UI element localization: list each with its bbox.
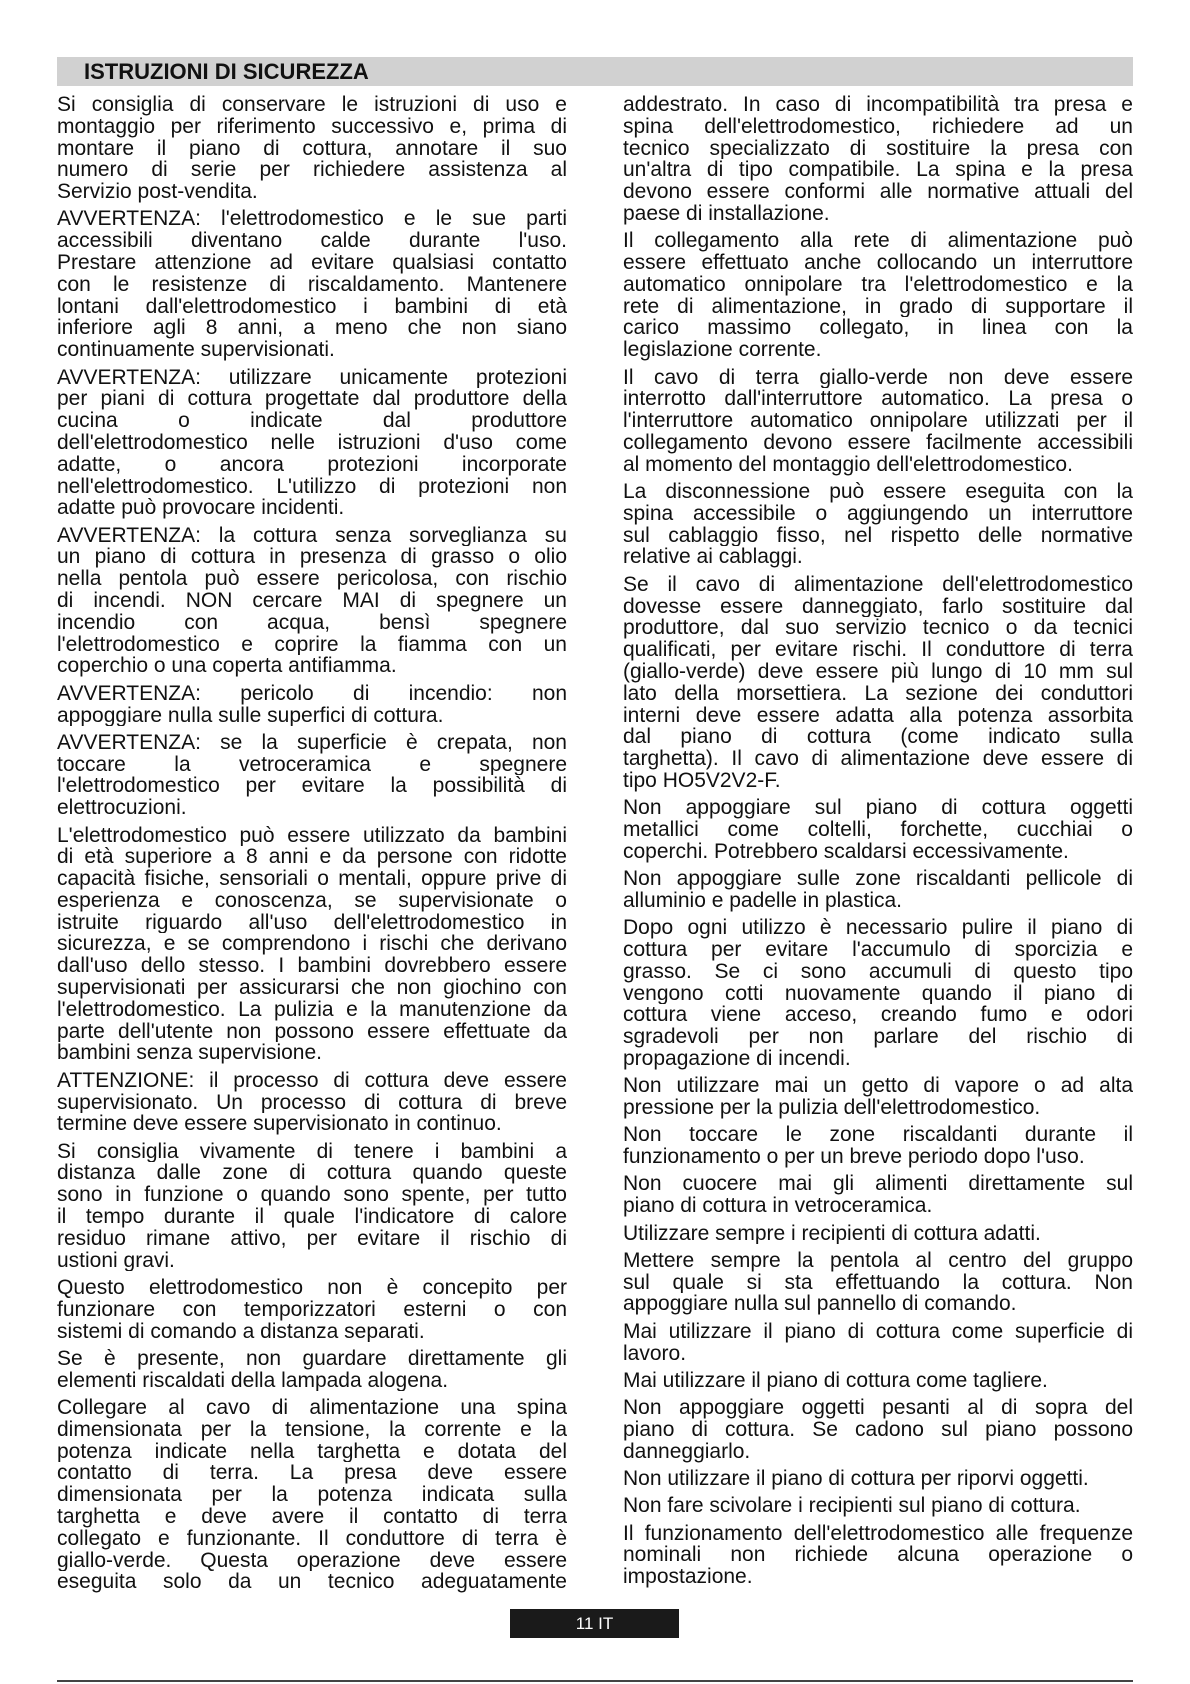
text-line: spina accessibile o aggiungendo un interruttore bbox=[623, 502, 1133, 525]
text-line: propagazione di incendi. bbox=[623, 1047, 851, 1070]
text-line: di età superiore a 8 anni e da persone con ridotte bbox=[57, 846, 567, 869]
paragraph bbox=[57, 825, 567, 1065]
text-line: l'elettrodomestico e coprire la fiamma con un bbox=[57, 633, 567, 656]
text-line: supervisionati per assicurarsi che non giochino con bbox=[57, 977, 567, 999]
paragraph bbox=[57, 1348, 567, 1392]
text-line: Non appoggiare oggetti pesanti al di sopra del bbox=[623, 1397, 1133, 1419]
text-line: montare il piano di cottura, annotare il suo bbox=[57, 137, 567, 160]
text-line: capacità fisiche, sensoriali o mentali, oppure prive di bbox=[57, 868, 567, 890]
text-line: devono essere conformi alle normative attuali del bbox=[623, 181, 1133, 203]
text-line: eseguita solo da un tecnico adeguatamente bbox=[57, 1571, 567, 1594]
text-line: dall'uso dello stesso. I bambini dovrebbero essere bbox=[57, 955, 567, 978]
text-line: lontani dall'elettrodomestico i bambini di età bbox=[57, 295, 567, 318]
text-line: nella pentola può essere pericolosa, con rischio bbox=[57, 568, 567, 591]
text-line: adatte può provocare incidenti. bbox=[57, 497, 345, 520]
paragraph bbox=[623, 481, 1133, 568]
paragraph bbox=[623, 1370, 1133, 1392]
text-line: Utilizzare sempre i recipienti di cottura adatti. bbox=[623, 1222, 1041, 1245]
text-line: Il cavo di terra giallo-verde non deve essere bbox=[623, 366, 1133, 389]
text-line: coperchio o una coperta antifiamma. bbox=[57, 655, 397, 678]
text-line: carico massimo collegato, in linea con la bbox=[623, 317, 1133, 340]
text-line: pressione per la pulizia dell'elettrodomestico. bbox=[623, 1097, 1041, 1119]
paragraph bbox=[623, 94, 1133, 225]
text-line: Se il cavo di alimentazione dell'elettrodomestico bbox=[623, 573, 1133, 596]
text-line: sgradevoli per non parlare del rischio di bbox=[623, 1026, 1133, 1048]
text-line: targhetta e deve avere il contatto di terra bbox=[57, 1505, 567, 1528]
text-line: AVVERTENZA: utilizzare unicamente protezioni bbox=[57, 366, 567, 389]
text-line: Si consiglia vivamente di tenere i bambini a bbox=[57, 1140, 567, 1163]
text-line: sul quale si sta effettuando la cottura. Non bbox=[623, 1271, 1133, 1294]
text-line: L'elettrodomestico può essere utilizzato da bambini bbox=[57, 824, 567, 847]
text-line: funzionamento o per un breve periodo dopo l'uso. bbox=[623, 1146, 1085, 1168]
text-line: un piano di cottura in presenza di grasso o olio bbox=[57, 546, 567, 569]
text-line: sicurezza, e se comprendono i rischi che derivano bbox=[57, 933, 567, 956]
text-line: spina dell'elettrodomestico, richiedere ad un bbox=[623, 115, 1133, 138]
text-line: automatico onnipolare tra l'elettrodomestico e la bbox=[623, 273, 1133, 296]
text-line: collegamento devono essere facilmente accessibili bbox=[623, 431, 1133, 454]
text-line: giallo-verde. Questa operazione deve essere bbox=[57, 1549, 567, 1572]
text-line: incendio con acqua, bensì spegnere bbox=[57, 611, 567, 634]
paragraph bbox=[57, 1277, 567, 1342]
paragraph bbox=[57, 732, 567, 819]
text-line: La disconnessione può essere eseguita con la bbox=[623, 481, 1133, 503]
paragraph bbox=[623, 230, 1133, 361]
text-line: collegato e funzionante. Il conduttore di terra è bbox=[57, 1527, 567, 1550]
text-line: appoggiare nulla sulle superfici di cottura. bbox=[57, 704, 444, 727]
text-line: sistemi di comando a distanza separati. bbox=[57, 1320, 425, 1343]
paragraph bbox=[623, 1397, 1133, 1462]
text-line: l'elettrodomestico per evitare la possibilità di bbox=[57, 775, 567, 798]
text-line: grasso. Se ci sono accumuli di questo tipo bbox=[623, 960, 1133, 983]
text-line: piano di cottura. Se cadono sul piano possono bbox=[623, 1418, 1133, 1441]
text-line: elettrocuzioni. bbox=[57, 797, 187, 819]
text-line: paese di installazione. bbox=[623, 202, 830, 225]
text-line: AVVERTENZA: se la superficie è crepata, non bbox=[57, 731, 567, 754]
text-line: alluminio e padelle in plastica. bbox=[623, 889, 902, 912]
text-line: Questo elettrodomestico non è concepito per bbox=[57, 1276, 567, 1299]
text-line: cucina o indicate dal produttore bbox=[57, 410, 567, 432]
paragraph bbox=[623, 797, 1133, 862]
text-line: per piani di cottura progettate dal produttore della bbox=[57, 388, 567, 411]
text-line: interni deve essere adatta alla potenza assorbita bbox=[623, 704, 1133, 727]
text-line: un'altra di tipo compatibile. La spina e la presa bbox=[623, 159, 1133, 182]
paragraph bbox=[623, 917, 1133, 1070]
text-line: il tempo durante il quale l'indicatore di calore bbox=[57, 1206, 567, 1228]
text-line: nell'elettrodomestico. L'utilizzo di protezioni non bbox=[57, 475, 567, 498]
text-line: vengono cotti nuovamente quando il piano di bbox=[623, 982, 1133, 1005]
text-line: addestrato. In caso di incompatibilità tra presa e bbox=[623, 94, 1133, 116]
footer-rule bbox=[57, 1680, 1133, 1682]
text-line: funzionare con temporizzatori esterni o con bbox=[57, 1298, 567, 1321]
text-line: Il collegamento alla rete di alimentazione può bbox=[623, 230, 1133, 253]
paragraph bbox=[623, 1321, 1133, 1365]
paragraph bbox=[623, 1173, 1133, 1217]
text-line: esperienza e conoscenza, se supervisionate o bbox=[57, 889, 567, 912]
text-line: sono in funzione o quando sono spente, per tutto bbox=[57, 1184, 567, 1207]
text-line: Mai utilizzare il piano di cottura come superficie di bbox=[623, 1320, 1133, 1343]
text-line: AVVERTENZA: pericolo di incendio: non bbox=[57, 682, 567, 705]
text-line: AVVERTENZA: la cottura senza sorveglianza su bbox=[57, 524, 567, 547]
text-line: essere effettuato anche collocando un interruttore bbox=[623, 252, 1133, 274]
text-line: supervisionato. Un processo di cottura di breve bbox=[57, 1091, 567, 1114]
text-line: relative ai cablaggi. bbox=[623, 546, 803, 569]
paragraph bbox=[623, 1075, 1133, 1119]
text-line: nominali non richiede alcuna operazione o bbox=[623, 1544, 1133, 1567]
left-column bbox=[57, 94, 567, 1599]
section-header bbox=[57, 57, 1133, 86]
text-line: piano di cottura in vetroceramica. bbox=[623, 1195, 933, 1218]
paragraph bbox=[623, 1250, 1133, 1315]
text-line: ATTENZIONE: il processo di cottura deve essere bbox=[57, 1069, 567, 1092]
text-line: Non cuocere mai gli alimenti direttamente sul bbox=[623, 1173, 1133, 1196]
text-line: Prestare attenzione ad evitare qualsiasi contatto bbox=[57, 252, 567, 274]
text-line: residuo rimane attivo, per evitare il rischio di bbox=[57, 1227, 567, 1250]
text-line: legislazione corrente. bbox=[623, 339, 822, 362]
text-line: Servizio post-vendita. bbox=[57, 181, 258, 203]
text-line: bambini senza supervisione. bbox=[57, 1042, 322, 1065]
text-line: Mettere sempre la pentola al centro del gruppo bbox=[623, 1249, 1133, 1272]
text-line: al momento del montaggio dell'elettrodomestico. bbox=[623, 453, 1073, 476]
text-line: Non appoggiare sulle zone riscaldanti pellicole di bbox=[623, 868, 1133, 890]
text-line: impostazione. bbox=[623, 1566, 753, 1588]
text-line: dimensionata per la tensione, la corrente e la bbox=[57, 1418, 567, 1441]
paragraph bbox=[57, 367, 567, 520]
text-line: elementi riscaldati della lampada alogena. bbox=[57, 1369, 449, 1392]
text-line: lavoro. bbox=[623, 1342, 687, 1365]
text-line: parte dell'utente non possono essere effettuate da bbox=[57, 1020, 567, 1043]
text-line: lato della morsettiera. La sezione dei conduttori bbox=[623, 682, 1133, 705]
text-line: Si consiglia di conservare le istruzioni di uso e bbox=[57, 94, 567, 116]
text-line: Non utilizzare mai un getto di vapore o ad alta bbox=[623, 1075, 1133, 1098]
text-line: dovesse essere danneggiato, farlo sostituire dal bbox=[623, 595, 1133, 618]
paragraph bbox=[623, 1495, 1133, 1517]
text-line: tipo HO5V2V2-F. bbox=[623, 769, 781, 792]
text-line: tecnico specializzato di sostituire la presa con bbox=[623, 137, 1133, 160]
paragraph bbox=[57, 1397, 567, 1593]
paragraph bbox=[57, 1141, 567, 1272]
text-line: Il funzionamento dell'elettrodomestico alle frequenze bbox=[623, 1522, 1133, 1545]
paragraph bbox=[57, 525, 567, 678]
section-title: ISTRUZIONI DI SICUREZZA bbox=[84, 59, 369, 84]
text-line: termine deve essere supervisionato in continuo. bbox=[57, 1113, 502, 1136]
paragraph bbox=[57, 94, 567, 203]
text-line: Se è presente, non guardare direttamente gli bbox=[57, 1347, 567, 1370]
right-column bbox=[623, 94, 1133, 1594]
paragraph bbox=[623, 1124, 1133, 1168]
text-line: interrotto dall'interruttore automatico. La presa o bbox=[623, 388, 1133, 411]
text-line: qualificati, per evitare rischi. Il conduttore di terra bbox=[623, 639, 1133, 661]
text-line: AVVERTENZA: l'elettrodomestico e le sue parti bbox=[57, 208, 567, 231]
text-line: produttore, dal suo servizio tecnico o da tecnici bbox=[623, 617, 1133, 640]
text-line: Non toccare le zone riscaldanti durante il bbox=[623, 1124, 1133, 1147]
text-line: (giallo-verde) deve essere più lungo di 10 mm sul bbox=[623, 660, 1133, 683]
text-line: ustioni gravi. bbox=[57, 1249, 175, 1272]
text-line: Non appoggiare sul piano di cottura oggetti bbox=[623, 797, 1133, 819]
text-line: dal piano di cottura (come indicato sulla bbox=[623, 726, 1133, 749]
text-line: coperchi. Potrebbero scaldarsi eccessivamente. bbox=[623, 840, 1069, 863]
text-line: rete di alimentazione, in grado di supportare il bbox=[623, 295, 1133, 318]
text-line: numero di serie per richiedere assistenza al bbox=[57, 159, 567, 182]
paragraph bbox=[623, 868, 1133, 912]
paragraph bbox=[623, 1223, 1133, 1245]
text-line: contatto di terra. La presa deve essere bbox=[57, 1462, 567, 1485]
paragraph bbox=[623, 1523, 1133, 1588]
text-line: di incendi. NON cercare MAI di spegnere un bbox=[57, 590, 567, 612]
text-line: cottura per evitare l'accumulo di sporcizia e bbox=[623, 938, 1133, 961]
text-line: metallici come coltelli, forchette, cucchiai o bbox=[623, 819, 1133, 841]
text-line: Collegare al cavo di alimentazione una spina bbox=[57, 1396, 567, 1419]
text-line: accessibili diventano calde durante l'uso. bbox=[57, 230, 567, 253]
text-line: Non fare scivolare i recipienti sul piano di cottura. bbox=[623, 1495, 1081, 1518]
text-line: Mai utilizzare il piano di cottura come tagliere. bbox=[623, 1369, 1048, 1392]
text-line: dimensionata per la potenza indicata sulla bbox=[57, 1484, 567, 1506]
paragraph bbox=[623, 574, 1133, 792]
paragraph bbox=[57, 1070, 567, 1135]
text-line: toccare la vetroceramica e spegnere bbox=[57, 753, 567, 776]
text-line: danneggiarlo. bbox=[623, 1440, 751, 1463]
paragraph bbox=[623, 367, 1133, 476]
text-line: istruite riguardo all'uso dell'elettrodomestico in bbox=[57, 911, 567, 934]
text-line: distanza dalle zone di cottura quando queste bbox=[57, 1162, 567, 1185]
text-line: appoggiare nulla sul pannello di comando. bbox=[623, 1293, 1017, 1316]
paragraph bbox=[623, 1468, 1133, 1490]
text-line: adatte, o ancora protezioni incorporate bbox=[57, 453, 567, 476]
page-number: 11 IT bbox=[510, 1609, 679, 1638]
paragraph bbox=[57, 208, 567, 361]
text-line: dell'elettrodomestico nelle istruzioni d'uso come bbox=[57, 431, 567, 454]
text-line: Non utilizzare il piano di cottura per riporvi oggetti. bbox=[623, 1468, 1089, 1490]
text-line: con le resistenze di riscaldamento. Mantenere bbox=[57, 273, 567, 296]
paragraph bbox=[57, 683, 567, 727]
text-line: potenza indicate nella targhetta e dotata del bbox=[57, 1440, 567, 1463]
text-line: continuamente supervisionati. bbox=[57, 339, 335, 362]
text-line: sul cablaggio fisso, nel rispetto delle normative bbox=[623, 524, 1133, 547]
text-line: montaggio per riferimento successivo e, prima di bbox=[57, 115, 567, 138]
text-line: l'elettrodomestico. La pulizia e la manutenzione da bbox=[57, 998, 567, 1021]
text-line: Dopo ogni utilizzo è necessario pulire il piano di bbox=[623, 917, 1133, 939]
text-line: cottura viene acceso, creando fumo e odori bbox=[623, 1004, 1133, 1027]
text-line: inferiore agli 8 anni, a meno che non siano bbox=[57, 317, 567, 340]
text-line: l'interruttore automatico onnipolare utilizzati per il bbox=[623, 410, 1133, 432]
text-line: targhetta). Il cavo di alimentazione deve essere di bbox=[623, 748, 1133, 770]
